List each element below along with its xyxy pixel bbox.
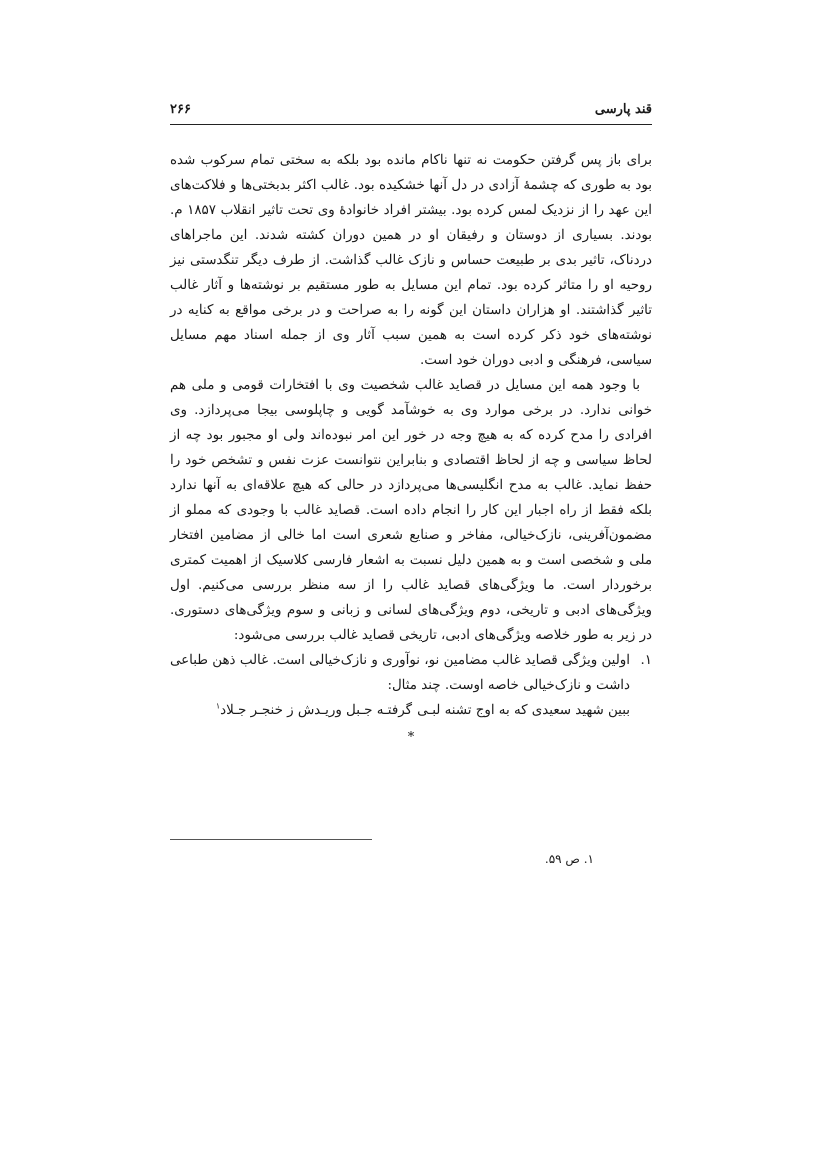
verse-hemistich-2-text: گرفتـه جـبل وریـدش ز خنجـر جـلاد: [220, 703, 412, 718]
paragraph-1: برای باز پس گرفتن حکومت نه تنها ناکام مانده بود بلکه به سختی تمام سرکوب شده بود به طوری که چشمهٔ آزادی در دل آنها خشکیده بود. غالب اکثر بدبختی‌ها و فلاکت‌های این عهد را از نزدیک لمس کرده بود. بیشتر افراد خانوادهٔ وی تحت تاثیر انقلاب ۱۸۵۷ م. بودند. بسیاری از دوستان و رفیقان او در همین دوران کشته شدند. این ماجراهای دردناک، تاثیر بدی بر طبیعت حساس و نازک غالب گذاشت. از طرف دیگر تنگدستی نیز روحیه او را متاثر کرده بود. تمام این مسایل به طور مستقیم بر نوشته‌ها و آثار غالب تاثیر گذاشتند. او هزاران داستان این گونه را به صراحت و در برخی مواقع به کنایه در نوشته‌های خود ذکر کرده است به همین سبب آثار وی از جمله اسناد مهم مسایل سیاسی، فرهنگی و ادبی دوران خود است.: [170, 153, 652, 368]
verse-line: [170, 698, 652, 723]
body-text: [170, 148, 652, 750]
footnote: ۱. ص ۵۹.: [544, 852, 594, 866]
list-marker: ۱.: [640, 653, 652, 668]
footnote-reference: ۱: [215, 701, 221, 711]
paragraph-2: با وجود همه این مسایل در قصاید غالب شخصیت وی با افتخارات قومی و ملی هم خوانی ندارد. در برخی موارد وی به خوشآمد گویی و چاپلوسی بیجا می‌پردازد. وی افرادی را مدح کرده که به هیچ وجه در خور این امر نبوده‌اند ولی او مجبور بود چه از لحاظ سیاسی و چه از لحاظ اقتصادی و بنابراین نتوانست عزت نفس و تشخص خود را حفظ نماید. غالب به مدح انگلیسی‌ها می‌پردازد در حالی که هیچ علاقه‌ای به آنها ندارد بلکه فقط از راه اجبار این کار را انجام داده است. قصاید غالب با وجودی که مملو از مضمون‌آفرینی، نازک‌خیالی، مفاخر و صنایع شعری است اما خالی از مضامین افتخار ملی و شخصی است و به همین دلیل نسبت به اشعار فارسی کلاسیک از اهمیت کمتری برخوردار است. ما ویژگی‌های قصاید غالب را از سه منظر بررسی می‌کنیم. اول ویژگی‌های ادبی و تاریخی، دوم ویژگی‌های لسانی و زبانی و سوم ویژگی‌های دستوری. در زیر به طور خلاصه ویژگی‌های ادبی، تاریخی قصاید غالب بررسی می‌شود:: [170, 378, 652, 643]
page-number: ۲۶۶: [170, 102, 191, 117]
footnote-separator: [170, 839, 372, 840]
verse-hemistich-1: ببین شهید سعیدی که به اوج تشنه لبـی: [417, 703, 630, 718]
section-asterisk: *: [407, 730, 415, 745]
page-header: [170, 100, 652, 125]
list-item-text: اولین ویژگی قصاید غالب مضامین نو، نوآوری و نازک‌خیالی است. غالب ذهن طباعی داشت و نازک‌خیالی خاصه اوست. چند مثال:: [170, 653, 630, 693]
verse-hemistich-2: [216, 698, 412, 723]
running-title: قند پارسی: [594, 102, 652, 117]
document-page: [170, 0, 652, 1169]
list-item: [170, 648, 652, 698]
